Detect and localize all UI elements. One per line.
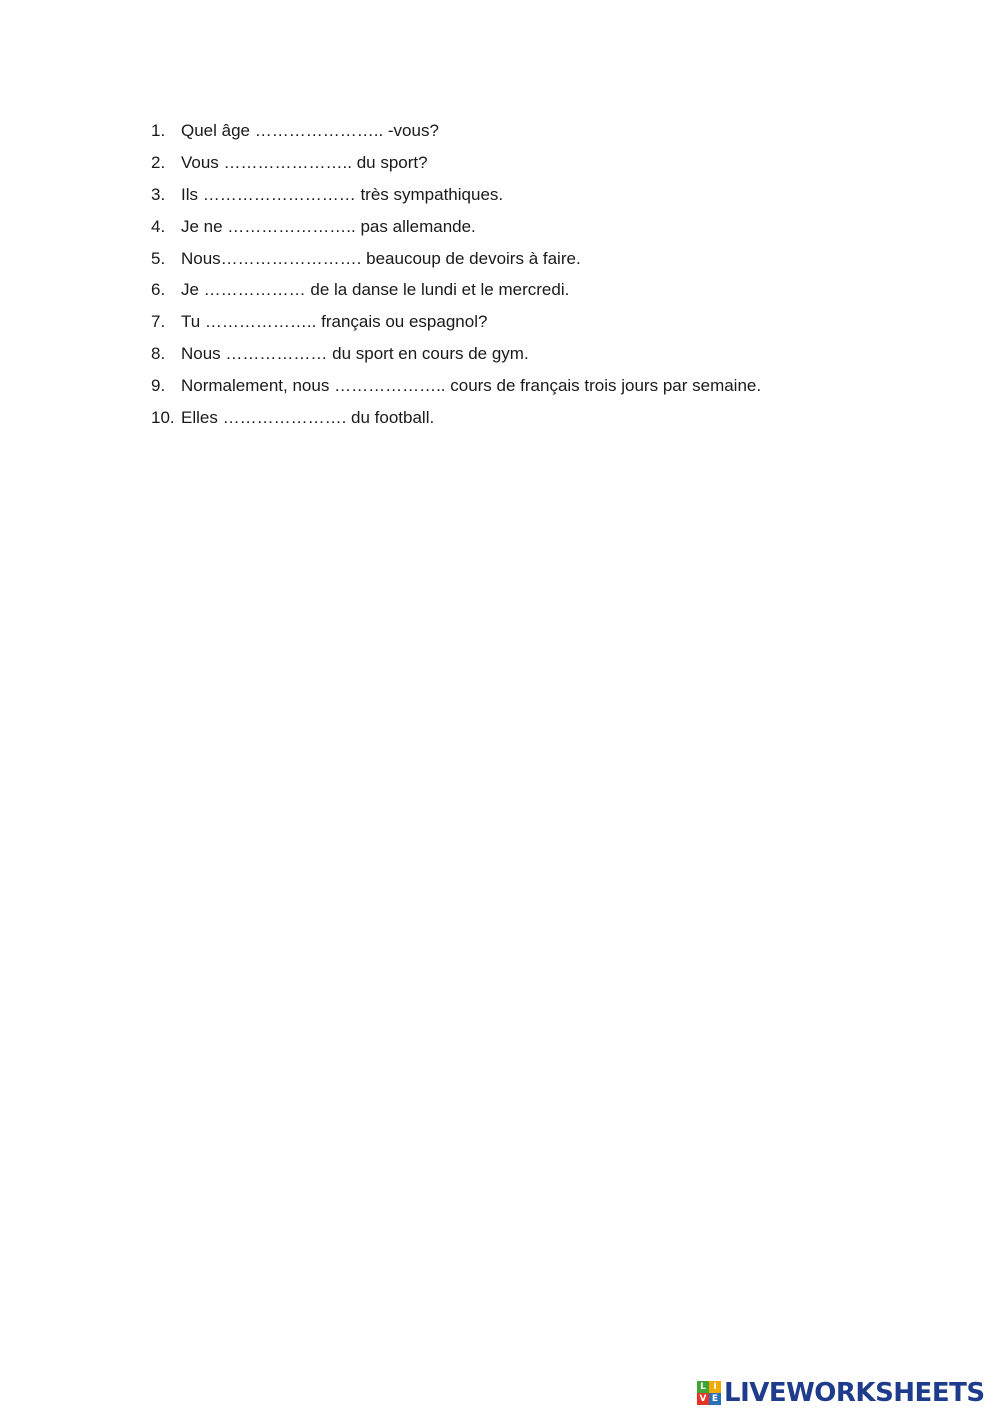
item-number: 8. <box>151 344 166 364</box>
exercise-item <box>151 117 911 149</box>
exercise-item <box>151 308 911 340</box>
item-text: Quel âge ………………….. -vous? <box>181 121 439 140</box>
item-number: 2. <box>151 152 166 172</box>
exercise-item <box>151 245 911 277</box>
exercise-item <box>151 149 911 181</box>
item-text: Normalement, nous ……………….. cours de français trois jours par semaine. <box>181 376 762 396</box>
item-number: 1. <box>151 121 166 140</box>
logo-cell: E <box>709 1393 721 1405</box>
logo-cell: V <box>697 1393 709 1405</box>
exercise-item <box>151 404 911 436</box>
item-number: 4. <box>151 216 166 236</box>
item-text: Vous ………………….. du sport? <box>181 152 428 172</box>
item-text: Je ne ………………….. pas allemande. <box>181 216 476 236</box>
item-text: Nous……………………. beaucoup de devoirs à faire. <box>181 248 581 268</box>
liveworksheets-logo-icon <box>697 1381 721 1405</box>
item-number: 5. <box>151 248 166 268</box>
item-text: Ils ……………………… très sympathiques. <box>181 184 504 204</box>
liveworksheets-wordmark: LIVEWORKSHEETS <box>724 1378 985 1408</box>
liveworksheets-watermark <box>697 1378 985 1408</box>
item-text: Je ……………… de la danse le lundi et le mercredi. <box>181 280 570 300</box>
exercise-item <box>151 340 911 372</box>
item-number: 10. <box>151 408 175 428</box>
exercise-list <box>151 117 911 436</box>
logo-cell: L <box>697 1381 709 1393</box>
item-number: 3. <box>151 184 166 204</box>
item-number: 6. <box>151 280 166 300</box>
item-number: 9. <box>151 376 166 396</box>
exercise-item <box>151 372 911 404</box>
exercise-item <box>151 276 911 308</box>
exercise-item <box>151 213 911 245</box>
item-text: Nous ……………… du sport en cours de gym. <box>181 344 529 364</box>
item-number: 7. <box>151 312 166 332</box>
item-text: Tu ……………….. français ou espagnol? <box>181 312 488 332</box>
item-text: Elles …………………. du football. <box>181 408 435 428</box>
logo-cell: I <box>709 1381 721 1393</box>
exercise-item <box>151 181 911 213</box>
